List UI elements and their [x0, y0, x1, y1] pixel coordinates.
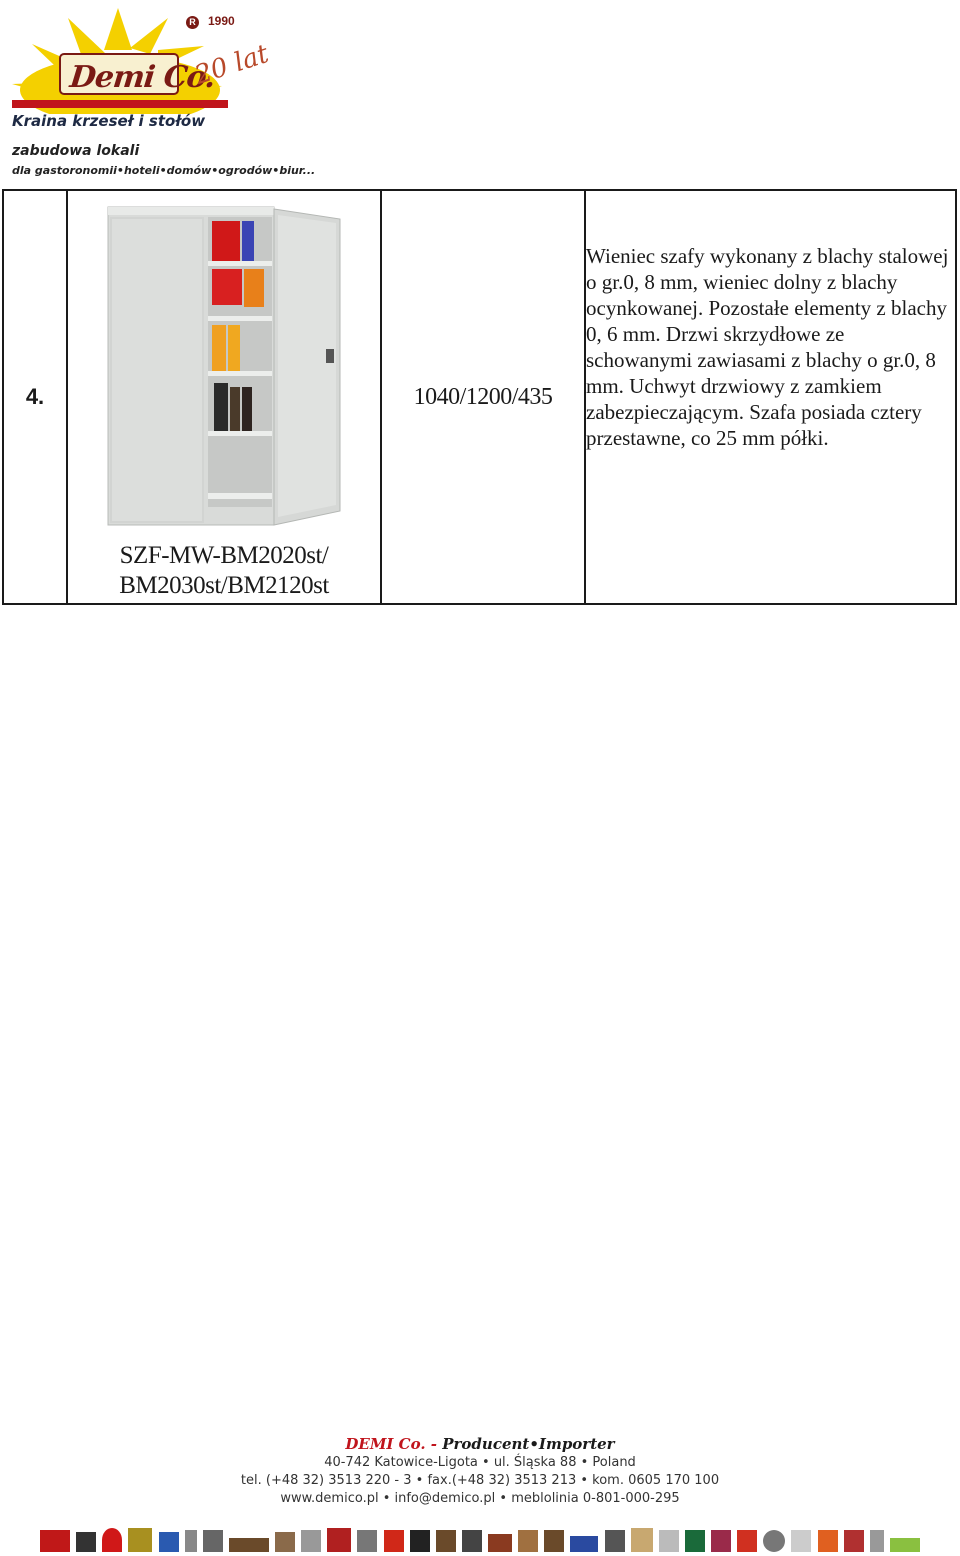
registered-mark-icon: R [186, 16, 199, 29]
chair-icon [203, 1530, 223, 1552]
chair-icon [410, 1530, 430, 1552]
item-number: 4. [25, 384, 45, 409]
stool-icon [870, 1530, 884, 1552]
product-dimensions: 1040/1200/435 [413, 383, 553, 410]
footer-company-name: DEMI Co. - [345, 1435, 443, 1453]
product-code: SZF-MW-BM2020st/ BM2030st/BM2120st [119, 542, 329, 599]
chair-icon [685, 1530, 705, 1552]
subtitle: zabudowa lokali [12, 143, 140, 159]
chair-icon [40, 1530, 70, 1552]
table-icon [488, 1534, 512, 1552]
lounger-icon [890, 1538, 920, 1552]
chair-icon [275, 1532, 295, 1552]
brand-name: Demi Co. [68, 60, 217, 95]
product-table [2, 189, 957, 605]
item-number-cell [3, 190, 67, 604]
stool-icon [102, 1528, 122, 1552]
chair-icon [76, 1532, 96, 1552]
chair-icon [711, 1530, 731, 1552]
pattern-icon [763, 1530, 785, 1552]
footer-phones: tel. (+48 32) 3513 220 - 3 • fax.(+48 32) 3513 213 • kom. 0605 170 100 [240, 1473, 720, 1488]
footer-address: 40-742 Katowice-Ligota • ul. Śląska 88 • Poland [324, 1455, 636, 1470]
chair-icon [159, 1532, 179, 1552]
footer-company [0, 1434, 960, 1454]
footer-web: www.demico.pl • info@demico.pl • meblolinia 0-801-000-295 [280, 1491, 680, 1506]
chair-icon [301, 1530, 321, 1552]
chair-icon [605, 1530, 625, 1552]
chair-icon [384, 1530, 404, 1552]
furniture-thumbnail-strip [40, 1520, 920, 1552]
pattern-icon [128, 1528, 152, 1552]
pattern-icon [631, 1528, 653, 1552]
chair-icon [544, 1530, 564, 1552]
product-description: Wieniec szafy wykonany z blachy stalowej o gr.0, 8 mm, wieniec dolny z blachy ocynkowanej. Pozostałe elementy z blachy 0, 6 mm. Drzwi skrzydłowe ze schowanymi zawiasami z blachy o gr.0, 8 mm. Uchwyt drzwiowy z zamkiem zabezpieczającym. Szafa posiada cztery przestawne, co 25 mm półki. [586, 244, 949, 450]
chair-icon [791, 1530, 811, 1552]
sofa-icon [570, 1536, 598, 1552]
founded-year: 1990 [208, 14, 235, 28]
table-row [3, 190, 956, 604]
anniversary-text: 20 lat [191, 39, 273, 91]
stool-icon [185, 1530, 197, 1552]
chair-icon [818, 1530, 838, 1552]
chair-icon [518, 1530, 538, 1552]
cabinet-image [104, 201, 344, 531]
chair-icon [357, 1530, 377, 1552]
chair-icon [844, 1530, 864, 1552]
product-image-cell [67, 190, 381, 604]
company-logo [8, 4, 358, 182]
footer [0, 1434, 960, 1508]
bench-icon [229, 1538, 269, 1552]
footer-company-tagline: Producent•Importer [442, 1435, 615, 1453]
chair-icon [737, 1530, 757, 1552]
dimensions-cell [381, 190, 585, 604]
tagline: Kraina krzeseł i stołów [12, 112, 206, 130]
description-cell [585, 190, 956, 604]
pattern-icon [327, 1528, 351, 1552]
subtitle-secondary: dla gastoronomii•hoteli•domów•ogrodów•biur... [12, 164, 316, 177]
sun-logo-icon [8, 4, 358, 114]
chair-icon [436, 1530, 456, 1552]
chair-icon [659, 1530, 679, 1552]
chair-icon [462, 1530, 482, 1552]
